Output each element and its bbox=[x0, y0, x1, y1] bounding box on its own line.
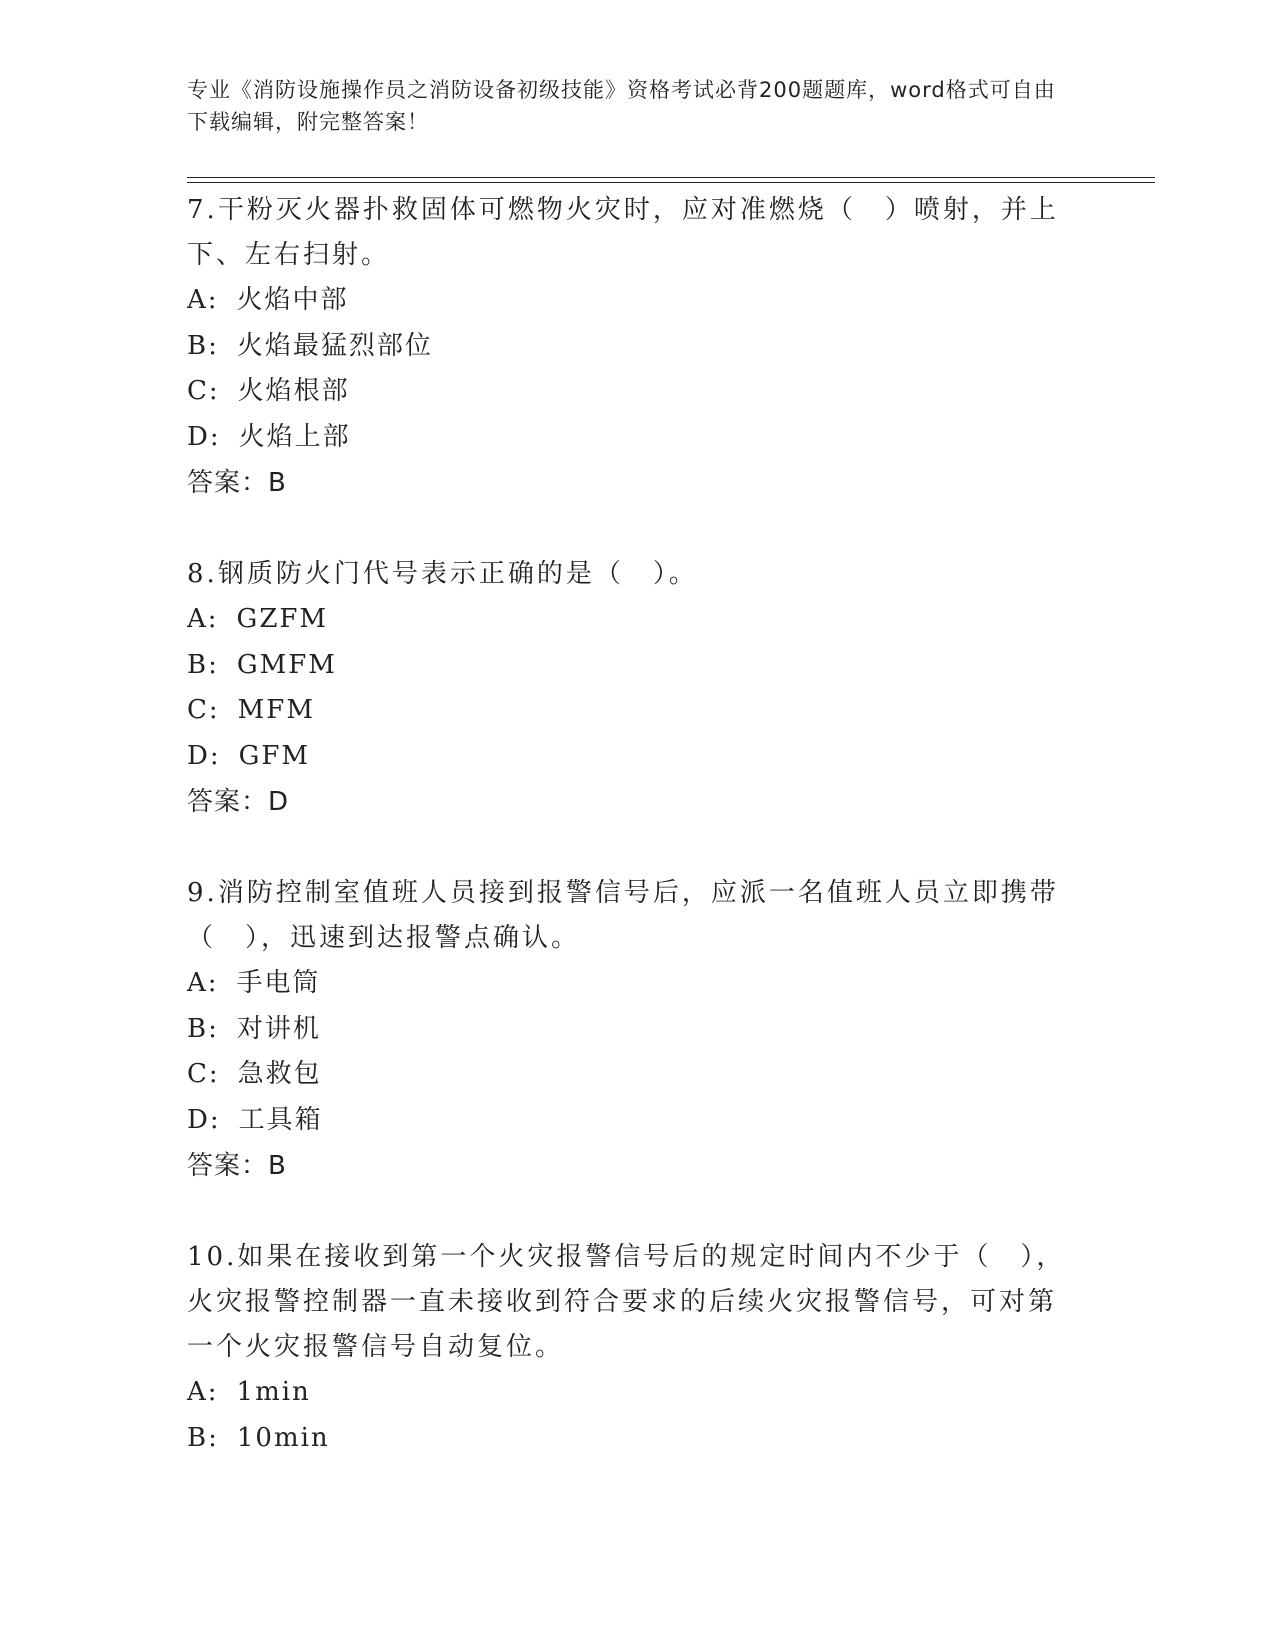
option-key: B: bbox=[187, 1013, 219, 1044]
option-text: 火焰最猛烈部位 bbox=[236, 330, 433, 361]
option-b bbox=[187, 324, 1067, 370]
question-number: 8. bbox=[187, 559, 218, 589]
option-text: GMFM bbox=[236, 649, 337, 680]
option-key: A: bbox=[187, 968, 219, 998]
option-key: D: bbox=[187, 740, 221, 771]
option-key: B: bbox=[187, 1422, 219, 1453]
answer-line: 答案：B bbox=[187, 1151, 287, 1181]
option-b bbox=[187, 1416, 1067, 1462]
option-text: 火焰中部 bbox=[236, 285, 349, 315]
question-text: 消防控制室值班人员接到报警信号后，应派一名值班人员立即携带（ ），迅速到达报警点确认。 bbox=[187, 878, 1059, 953]
option-text: 火焰根部 bbox=[237, 376, 350, 406]
option-key: B: bbox=[187, 330, 219, 361]
option-text: 急救包 bbox=[237, 1059, 322, 1089]
option-text: 火焰上部 bbox=[238, 421, 351, 452]
question-number: 9. bbox=[187, 878, 218, 908]
question-number: 10. bbox=[187, 1242, 238, 1272]
option-text: 手电筒 bbox=[236, 968, 321, 998]
option-c bbox=[187, 369, 1067, 415]
question-10 bbox=[187, 1235, 1067, 1461]
answer-line: 答案：D bbox=[187, 787, 290, 817]
option-text: 10min bbox=[236, 1422, 330, 1453]
header-divider-top bbox=[187, 177, 1155, 178]
question-text: 干粉灭火器扑救固体可燃物火灾时，应对准燃烧（ ）喷射，并上下、左右扫射。 bbox=[187, 195, 1059, 270]
option-d bbox=[187, 734, 1067, 780]
option-b bbox=[187, 643, 1067, 689]
option-d bbox=[187, 1098, 1067, 1144]
option-a bbox=[187, 597, 1067, 643]
question-9 bbox=[187, 871, 1067, 1189]
header-divider-bottom bbox=[187, 182, 1155, 183]
option-b bbox=[187, 1007, 1067, 1053]
question-text: 如果在接收到第一个火灾报警信号后的规定时间内不少于（ ），火灾报警控制器一直未接收到符合要求的后续火灾报警信号，可对第一个火灾报警信号自动复位。 bbox=[187, 1242, 1066, 1362]
question-7 bbox=[187, 188, 1067, 506]
question-8 bbox=[187, 552, 1067, 825]
option-key: A: bbox=[187, 604, 219, 634]
option-text: 工具箱 bbox=[238, 1104, 323, 1135]
option-a bbox=[187, 1370, 1067, 1416]
option-c bbox=[187, 688, 1067, 734]
option-key: D: bbox=[187, 421, 221, 452]
option-text: MFM bbox=[237, 695, 315, 725]
option-text: GFM bbox=[238, 740, 311, 771]
option-text: 对讲机 bbox=[236, 1013, 321, 1044]
option-key: C: bbox=[187, 1059, 220, 1089]
option-key: C: bbox=[187, 695, 220, 725]
question-text: 钢质防火门代号表示正确的是（ ）。 bbox=[217, 559, 698, 589]
option-c bbox=[187, 1052, 1067, 1098]
option-text: GZFM bbox=[236, 604, 329, 634]
option-key: B: bbox=[187, 649, 219, 680]
question-number: 7. bbox=[187, 195, 218, 225]
option-key: A: bbox=[187, 285, 219, 315]
option-key: D: bbox=[187, 1104, 221, 1135]
option-d bbox=[187, 415, 1067, 461]
option-key: C: bbox=[187, 376, 220, 406]
option-text: 1min bbox=[236, 1377, 311, 1407]
option-a bbox=[187, 278, 1067, 324]
question-list bbox=[187, 188, 1067, 1461]
answer-line: 答案：B bbox=[187, 468, 287, 498]
option-key: A: bbox=[187, 1377, 219, 1407]
document-intro: 专业《消防设施操作员之消防设备初级技能》资格考试必背200题题库，word格式可自由下载编辑，附完整答案！ bbox=[187, 78, 1056, 134]
option-a bbox=[187, 961, 1067, 1007]
